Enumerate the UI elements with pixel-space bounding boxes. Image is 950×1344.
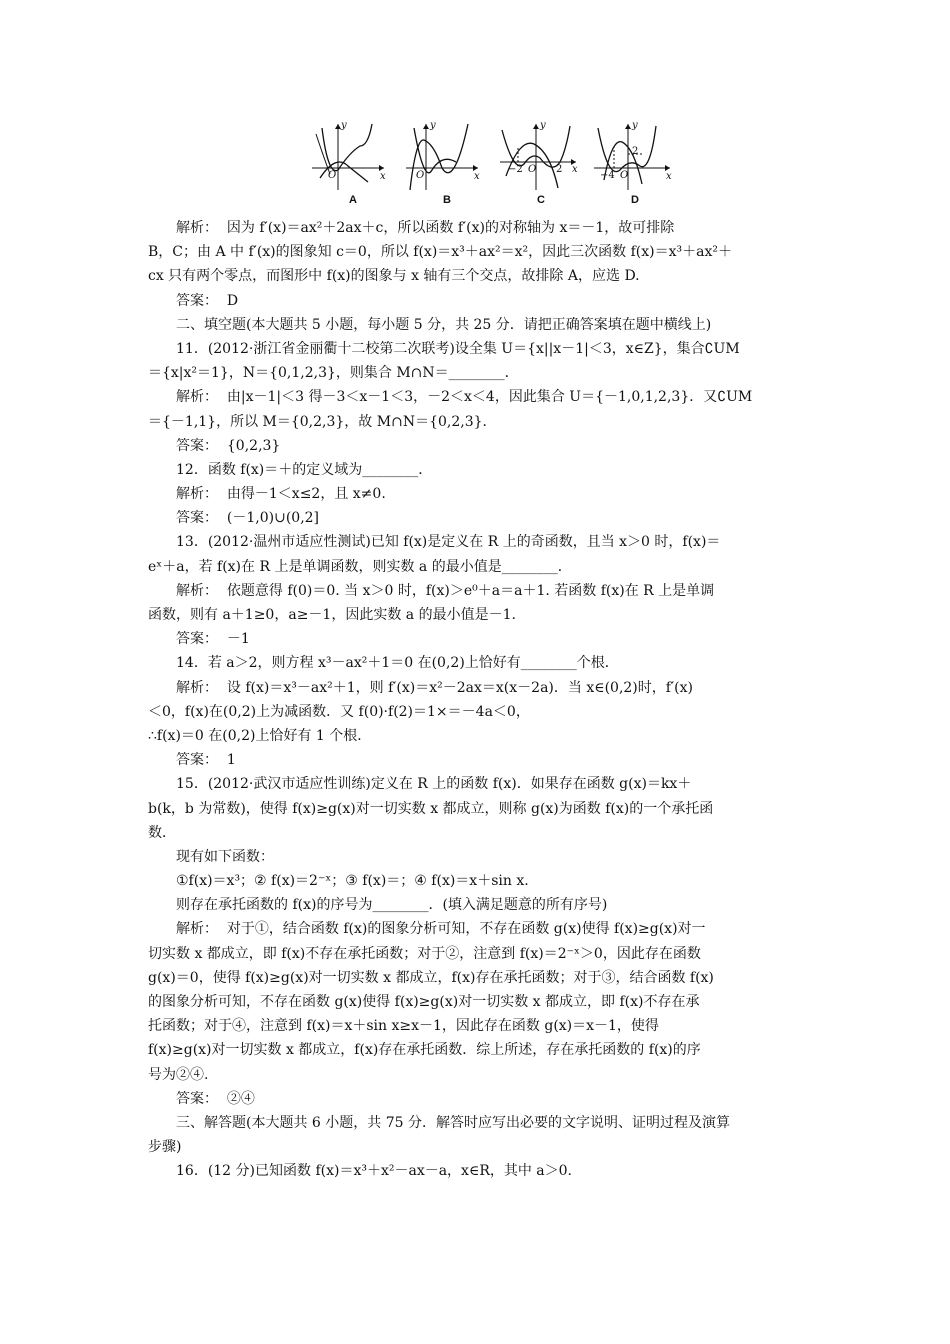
text-line: 托函数；对于④，注意到 f(x)＝x＋sin x≥x－1，因此存在函数 g(x)＝x－1，使得	[148, 1018, 659, 1035]
answer-line: 答案： －1	[176, 631, 250, 648]
tick-pos-two: 2	[556, 164, 563, 175]
text-line: f(x)≥g(x)对一切实数 x 都成立，f(x)存在承托函数．综上所述，存在承托函数的 f(x)的序	[148, 1042, 701, 1059]
section-heading: 三、解答题(本大题共 6 小题，共 75 分．解答时应写出必要的文字说明、证明过程及演算	[176, 1114, 730, 1131]
text-line: cx 只有两个零点，而图形中 f(x)的图象与 x 轴有三个交点，故排除 A，应选 D.	[148, 268, 640, 285]
text-line: 解析： 设 f(x)＝x³－ax²＋1，则 f′(x)＝x²－2ax＝x(x－2a)．当 x∈(0,2)时，f′(x)	[176, 679, 693, 696]
axis-y-label: y	[540, 120, 546, 131]
axis-y-label: y	[430, 120, 436, 131]
text-line: 解析： 对于①，结合函数 f(x)的图象分析可知，不存在函数 g(x)使得 f(x)≥g(x)对一	[176, 921, 706, 938]
graph-option-b	[402, 118, 492, 210]
text-line: 解析： 依题意得 f(0)＝0. 当 x＞0 时，f(x)＞e⁰＋a＝a＋1. 若函数 f(x)在 R 上是单调	[176, 582, 715, 599]
text-line: eˣ＋a，若 f(x)在 R 上是单调函数，则实数 a 的最小值是________．	[148, 558, 572, 575]
answer-line: 答案： D	[176, 292, 239, 309]
text-line: 数．	[148, 824, 176, 841]
answer-line: 答案： ②④	[176, 1090, 255, 1107]
answer-line: 答案： 1	[176, 752, 236, 769]
question-11: 11．(2012·浙江省金丽衢十二校第二次联考)设全集 U＝{x||x－1|＜3，x∈Z}，集合∁UM	[176, 340, 740, 357]
graph-option-d	[590, 118, 680, 210]
text-line: 解析： 由|x－1|＜3 得－3＜x－1＜3，－2＜x＜4，因此集合 U＝{－1,0,1,2,3}．又∁UM	[176, 389, 753, 406]
axis-x-label: x	[380, 171, 386, 182]
text-line: ①f(x)＝x³；② f(x)＝2⁻ˣ；③ f(x)＝；④ f(x)＝x＋sin x.	[176, 873, 529, 890]
text-line: 切实数 x 都成立，即 f(x)不存在承托函数；对于②，注意到 f(x)＝2⁻ˣ＞0，因此存在函数	[148, 945, 701, 962]
axis-y-label: y	[632, 120, 638, 131]
text-line: 函数，则有 a＋1≥0，a≥－1，因此实数 a 的最小值是－1.	[148, 607, 516, 623]
caption-b: B	[443, 194, 451, 206]
text-line: 则存在承托函数的 f(x)的序号为________．(填入满足题意的所有序号)	[176, 897, 608, 914]
question-12: 12．函数 f(x)＝＋的定义域为________．	[176, 461, 433, 478]
text-line: B，C；由 A 中 f′(x)的图象知 c＝0，所以 f(x)＝x³＋ax²＝x²，因此三次函数 f(x)＝x³＋ax²＋	[148, 244, 732, 261]
origin-label: O	[528, 164, 537, 175]
caption-c: C	[537, 194, 545, 206]
figure-options	[300, 118, 680, 210]
axis-x-label: x	[572, 164, 578, 175]
text-line: g(x)＝0，使得 f(x)≥g(x)对一切实数 x 都成立，f(x)存在承托函数；对于③，结合函数 f(x)	[148, 969, 714, 986]
question-13: 13．(2012·温州市适应性测试)已知 f(x)是定义在 R 上的奇函数，且当 x＞0 时，f(x)＝	[176, 534, 721, 551]
text-line: ∴f(x)＝0 在(0,2)上恰好有 1 个根．	[148, 727, 372, 744]
axis-x-label: x	[666, 171, 672, 182]
text-line: 号为②④.	[148, 1066, 209, 1083]
tick-neg-four: −4	[600, 170, 615, 181]
text-line: 步骤)	[148, 1139, 182, 1156]
text-line: ＝{－1,1}，所以 M＝{0,2,3}，故 M∩N＝{0,2,3}．	[148, 413, 497, 430]
graph-a-plot	[308, 118, 398, 194]
axis-x-label: x	[474, 171, 480, 182]
origin-label: O	[620, 170, 629, 181]
question-16: 16．(12 分)已知函数 f(x)＝x³＋x²－ax－a，x∈R，其中 a＞0.	[176, 1163, 573, 1180]
question-15: 15．(2012·武汉市适应性训练)定义在 R 上的函数 f(x)．如果存在函数 g(x)＝kx＋	[176, 776, 692, 793]
caption-a: A	[349, 194, 357, 206]
answer-line: 答案： {0,2,3}	[176, 437, 281, 454]
text-line: ＜0，f(x)在(0,2)上为减函数．又 f(0)·f(2)＝1×＝－4a＜0，	[148, 703, 530, 720]
tick-neg-two: −2	[508, 164, 523, 175]
text-line: b(k，b 为常数)，使得 f(x)≥g(x)对一切实数 x 都成立，则称 g(x)为函数 f(x)的一个承托函	[148, 800, 714, 817]
answer-line: 答案： (－1,0)∪(0,2]	[176, 510, 320, 527]
caption-d: D	[631, 194, 639, 206]
section-heading: 二、填空题(本大题共 5 小题，每小题 5 分，共 25 分．请把正确答案填在题中横线上)	[176, 316, 712, 333]
text-line: 解析： 因为 f′(x)＝ax²＋2ax＋c，所以函数 f′(x)的对称轴为 x＝－1，故可排除	[176, 220, 675, 236]
text-line: ＝{x|x²＝1}，N＝{0,1,2,3}，则集合 M∩N＝________．	[148, 365, 519, 382]
document-body	[148, 216, 813, 1184]
text-line: 解析： 由得－1＜x≤2，且 x≠0.	[176, 486, 386, 503]
graph-option-a	[308, 118, 398, 210]
text-line: 现有如下函数：	[176, 848, 274, 865]
tick-pos-two: 2	[632, 146, 639, 157]
graph-option-c	[496, 118, 586, 210]
origin-label: O	[416, 170, 425, 181]
graph-b-plot	[402, 118, 492, 194]
axis-y-label: y	[341, 120, 347, 131]
text-line: 的图象分析可知，不存在函数 g(x)使得 f(x)≥g(x)对一切实数 x 都成立，即 f(x)不存在承	[148, 994, 700, 1010]
question-14: 14．若 a＞2，则方程 x³－ax²＋1＝0 在(0,2)上恰好有________个根．	[176, 655, 619, 672]
origin-label: O	[328, 170, 337, 181]
